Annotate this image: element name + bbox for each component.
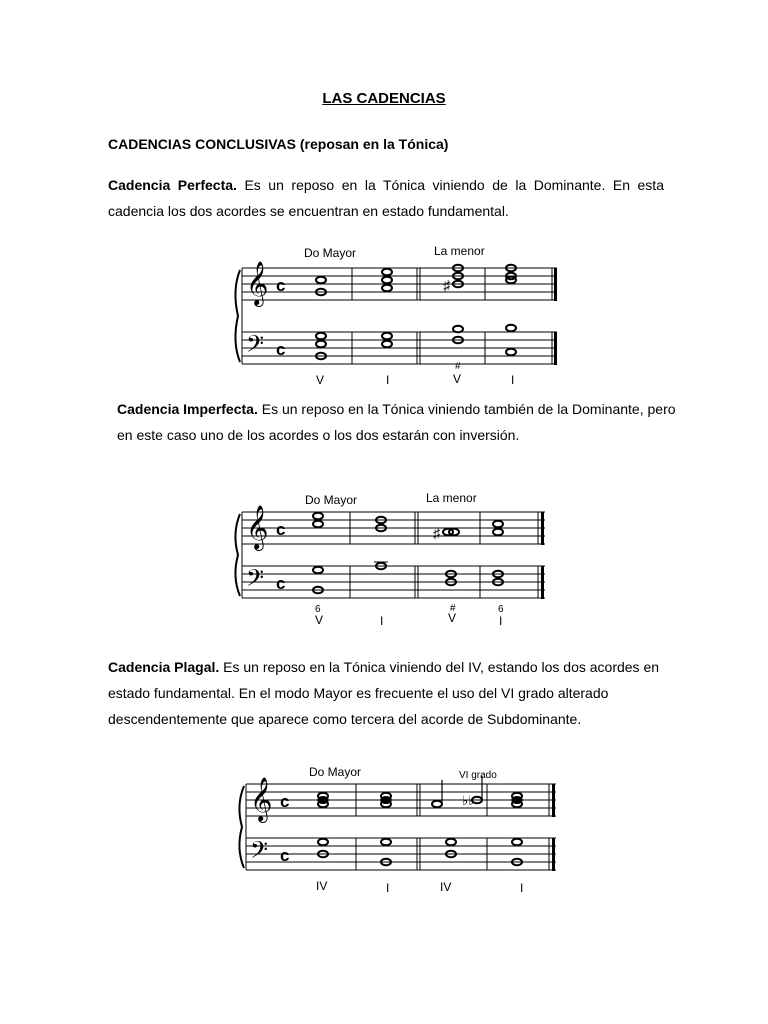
degree-4: I	[511, 373, 515, 387]
treble-clef-icon: 𝄞	[246, 263, 269, 305]
degree-4: I	[520, 881, 524, 895]
paragraph-perfecta	[108, 172, 664, 224]
bass-clef-icon: 𝄢	[246, 331, 265, 362]
figure-6-b: 6	[498, 604, 504, 615]
svg-text:c: c	[276, 520, 286, 539]
svg-text:𝄢: 𝄢	[246, 565, 265, 596]
text-plagal: Es un reposo en la Tónica viniendo del IV, estando los dos acordes en estado fundamental. En el modo Mayor es frecuente el uso del VI grado alterado descendentemente que aparece como tercera del acorde de Subdominante.	[108, 659, 660, 727]
term-perfecta: Cadencia Perfecta.	[108, 177, 237, 193]
key-label-do-mayor: Do Mayor	[304, 246, 357, 260]
annotation-vi-grado: VI grado	[459, 770, 497, 781]
degree-2: I	[386, 373, 390, 387]
degree-3: V	[448, 611, 457, 625]
key-label-do-mayor: Do Mayor	[305, 493, 358, 507]
page-title: LAS CADENCIAS	[322, 90, 446, 107]
degree-2: I	[386, 881, 390, 895]
degree-1: V	[315, 613, 324, 627]
svg-text:c: c	[276, 574, 286, 593]
degree-3: V	[453, 372, 462, 386]
degree-1: V	[316, 373, 325, 387]
key-label-la-menor: La menor	[426, 491, 477, 505]
svg-text:♭♭: ♭♭	[462, 793, 475, 808]
svg-text:𝄞: 𝄞	[246, 507, 269, 549]
text-imperfecta: Es un reposo en la Tónica viniendo también de la Dominante, pero en este caso uno de los acordes o los dos estarán con inversión.	[117, 401, 676, 443]
svg-text:♯: ♯	[433, 525, 440, 541]
degree-1: IV	[316, 879, 328, 893]
svg-text:𝄢: 𝄢	[250, 837, 269, 868]
svg-text:c: c	[280, 846, 290, 865]
svg-text:c: c	[276, 276, 286, 295]
svg-text:c: c	[276, 340, 286, 359]
degree-4: I	[499, 614, 503, 628]
svg-text:♯: ♯	[443, 277, 450, 293]
term-plagal: Cadencia Plagal.	[108, 659, 220, 675]
paragraph-plagal	[108, 654, 668, 732]
term-imperfecta: Cadencia Imperfecta.	[117, 401, 258, 417]
figure-sharp: #	[455, 361, 461, 372]
score-example-perfecta	[230, 240, 570, 390]
degree-2: I	[380, 614, 384, 628]
figure-6: 6	[315, 604, 321, 615]
degree-3: IV	[440, 880, 452, 894]
section-heading: CADENCIAS CONCLUSIVAS (reposan en la Tónica)	[108, 136, 449, 152]
text-perfecta: Es un reposo en la Tónica viniendo de la Dominante. En esta cadencia los dos acordes se encuentran en estado fundamental.	[108, 177, 664, 219]
key-label-do-mayor: Do Mayor	[309, 765, 362, 779]
figure-sharp: #	[450, 603, 456, 614]
svg-text:c: c	[280, 792, 290, 811]
key-label-la-menor: La menor	[434, 244, 485, 258]
svg-text:𝄞: 𝄞	[250, 779, 273, 821]
score-example-imperfecta	[230, 488, 570, 638]
paragraph-imperfecta	[117, 396, 683, 448]
score-example-plagal	[234, 758, 574, 908]
